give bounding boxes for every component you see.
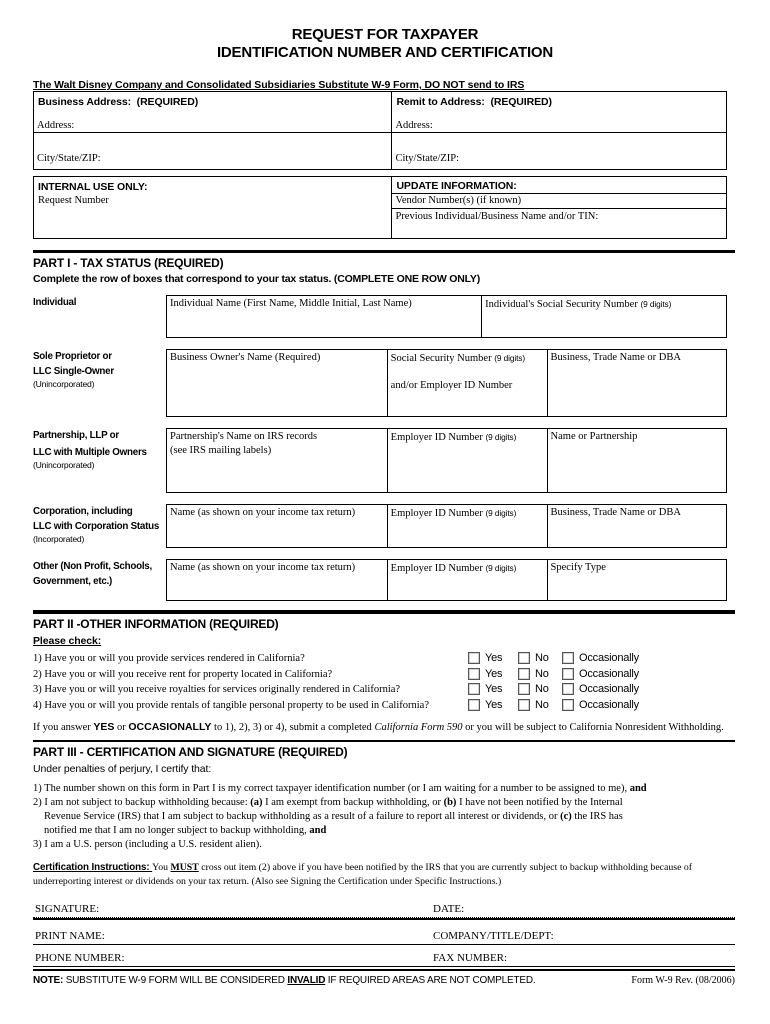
request-number-field[interactable]: Request Number [38, 195, 109, 206]
part2-divider-bar [33, 610, 735, 614]
corporation-ein-field[interactable] [387, 505, 547, 547]
individual-name-field[interactable] [167, 296, 481, 337]
perjury-intro: Under penalties of perjury, I certify that: [33, 763, 212, 776]
business-city-field[interactable] [34, 133, 391, 169]
row-label-text2: LLC with Multiple Owners [33, 446, 147, 458]
no-label: No [535, 652, 549, 664]
certification-item-2-line3: notified me that I am no longer subject to backup withholding, and [44, 825, 327, 837]
question-2-text: 2) Have you or will you receive rent for property located in California? [33, 668, 333, 680]
business-street-label: Address: [37, 120, 75, 131]
q1-occasionally-checkbox[interactable] [562, 652, 574, 664]
internal-use-title: INTERNAL USE ONLY: [38, 181, 148, 193]
business-city-label: City/State/ZIP: [37, 153, 101, 164]
question-row-1 [33, 651, 737, 667]
row-cells-sole-proprietor [166, 349, 727, 417]
certification-item-2-line1: 2) I am not subject to backup withholding because: (a) I am exempt from backup withholding, or (b) I have not been notified by the Internal [33, 797, 623, 809]
row-label-text: Sole Proprietor or [33, 351, 112, 362]
q4-occasionally-checkbox[interactable] [562, 699, 574, 711]
q4-no-option [518, 699, 549, 711]
occasionally-label: Occasionally [579, 699, 639, 712]
tax-status-row-corporation [33, 504, 737, 548]
occasionally-label: Occasionally [579, 667, 639, 680]
vendor-number-field[interactable]: Vendor Number(s) (if known) [392, 194, 726, 209]
certification-item-1: 1) The number shown on this form in Part I is my correct taxpayer identification number (or I am waiting for a number to be assigned to me), and [33, 783, 647, 795]
previous-name-field[interactable]: Previous Individual/Business Name and/or TIN: [395, 211, 599, 222]
occasionally-label: Occasionally [579, 652, 639, 664]
row-label-text: Corporation, including [33, 506, 133, 517]
corporation-dba-field[interactable] [547, 505, 726, 547]
invalid-note: NOTE: SUBSTITUTE W-9 FORM WILL BE CONSIDERED INVALID IF REQUIRED AREAS ARE NOT COMPLETED. [33, 975, 536, 987]
ssn-ein-field[interactable] [387, 350, 547, 416]
owner-name-field[interactable] [167, 350, 387, 416]
row-label-text: Individual [33, 297, 77, 308]
individual-ssn-field[interactable] [481, 296, 726, 337]
remit-address-title [392, 92, 726, 108]
q1-yes-checkbox[interactable] [468, 652, 480, 664]
company-title-dept-field[interactable]: COMPANY/TITLE/DEPT: [433, 930, 554, 943]
footer-row [33, 975, 735, 986]
remit-address-box [392, 92, 726, 169]
corporation-name-field[interactable] [167, 505, 387, 547]
q2-no-option [518, 668, 549, 680]
form-title-line2: IDENTIFICATION NUMBER AND CERTIFICATION [216, 44, 554, 61]
cell-label-line2: (see IRS mailing labels) [170, 444, 272, 456]
partnership-name-field[interactable] [167, 429, 387, 492]
cell-label: Social Security Number [390, 353, 492, 364]
form-title-line1: REQUEST FOR TAXPAYER [291, 26, 479, 43]
row-cells-other [166, 559, 727, 601]
q1-yes-option [468, 652, 502, 664]
cell-label: Name (as shown on your income tax return) [170, 562, 356, 573]
cell-label: Employer ID Number [390, 432, 483, 443]
digits-note: (9 digits) [485, 508, 517, 518]
update-info-title: UPDATE INFORMATION: [396, 180, 517, 192]
remit-city-field[interactable] [392, 133, 726, 169]
row-cells-individual [166, 295, 727, 338]
other-specify-type-field[interactable] [547, 560, 726, 600]
q2-no-checkbox[interactable] [518, 668, 530, 680]
row-label-text: Other (Non Profit, Schools, [33, 561, 152, 572]
row-label-individual [33, 295, 166, 310]
form-revision: Form W-9 Rev. (08/2006) [631, 975, 735, 987]
row-label-note: (Unincorporated) [33, 379, 95, 389]
q4-yes-checkbox[interactable] [468, 699, 480, 711]
other-ein-field[interactable] [387, 560, 547, 600]
business-address-label: Business Address: [38, 96, 132, 108]
cell-label: Name (as shown on your income tax return) [170, 507, 356, 518]
signature-field[interactable]: SIGNATURE: [35, 903, 100, 916]
part1-title: PART I - TAX STATUS (REQUIRED) [33, 256, 224, 270]
remit-street-label: Address: [395, 120, 433, 131]
no-label: No [535, 667, 549, 680]
partnership-dba-field[interactable] [547, 429, 726, 492]
cell-label: Business, Trade Name or DBA [550, 507, 681, 518]
occasionally-label: Occasionally [579, 683, 639, 696]
certification-instructions: Certification Instructions: You MUST cross out item (2) above if you have been notified by the IRS that you are currently subject to backup withholding because of underreporting interest or dividends on your tax return. (Also see Signing the Certification under Specific Instructions.) [33, 862, 693, 887]
row-label-other [33, 559, 166, 588]
digits-note: (9 digits) [494, 353, 526, 363]
signature-date-row [33, 895, 735, 918]
no-label: No [535, 699, 549, 712]
q4-no-checkbox[interactable] [518, 699, 530, 711]
cell-label: Specify Type [550, 562, 606, 573]
q3-yes-checkbox[interactable] [468, 683, 480, 695]
no-label: No [535, 683, 549, 696]
question-row-2 [33, 667, 737, 683]
q2-yes-option [468, 668, 502, 680]
q1-no-option [518, 652, 549, 664]
cell-label: Business Owner's Name (Required) [170, 352, 321, 363]
question-3-text: 3) Have you or will you receive royalties for services originally rendered in California? [33, 684, 401, 696]
row-label-partnership [33, 428, 166, 472]
question-1-text: 1) Have you or will you provide services rendered in California? [33, 653, 305, 664]
business-address-required: (REQUIRED) [136, 96, 199, 108]
phone-number-field[interactable]: PHONE NUMBER: [35, 952, 125, 965]
remit-address-label: Remit to Address: [396, 96, 485, 108]
date-field[interactable]: DATE: [433, 903, 465, 916]
phone-fax-row [33, 945, 735, 966]
q3-yes-option [468, 683, 502, 695]
q3-occasionally-checkbox[interactable] [562, 683, 574, 695]
part2-footnote: If you answer YES or OCCASIONALLY to 1), 2), 3) or 4), submit a completed California Form 590 or you will be subject to California Nonresident Withholding. [33, 720, 724, 733]
fax-number-field[interactable]: FAX NUMBER: [433, 952, 508, 965]
tax-status-table [33, 295, 737, 601]
form-title [33, 26, 737, 62]
cell-label: Employer ID Number [390, 563, 483, 574]
question-4-text: 4) Have you or will you provide rentals of tangible personal property to be used in California? [33, 700, 429, 712]
business-address-title [34, 92, 391, 108]
row-label-text: Partnership, LLP or [33, 430, 119, 441]
question-row-3 [33, 682, 737, 698]
q3-no-option [518, 683, 549, 695]
other-name-field[interactable] [167, 560, 387, 600]
row-label-text2: Government, etc.) [33, 575, 113, 587]
row-label-sole-proprietor [33, 349, 166, 391]
part1-subtitle: Complete the row of boxes that correspond to your tax status. (COMPLETE ONE ROW ONLY) [33, 273, 480, 285]
cell-label: Individual's Social Security Number [485, 299, 638, 310]
q4-yes-option [468, 699, 502, 711]
q3-no-checkbox[interactable] [518, 683, 530, 695]
row-label-text2: LLC Single-Owner [33, 365, 114, 377]
q2-yes-checkbox[interactable] [468, 668, 480, 680]
tax-status-row-other [33, 559, 737, 601]
part1-divider-bar [33, 250, 735, 253]
q3-occasionally-option [562, 683, 639, 695]
question-row-4 [33, 698, 737, 714]
digits-note: (9 digits) [485, 563, 517, 573]
tax-status-row-individual [33, 295, 737, 338]
digits-note: (9 digits) [485, 432, 517, 442]
remit-address-required: (REQUIRED) [490, 96, 552, 108]
california-questions [33, 651, 737, 714]
cell-label: Business, Trade Name or DBA [550, 352, 681, 363]
tax-status-row-sole-proprietor [33, 349, 737, 417]
part2-title: PART II -OTHER INFORMATION (REQUIRED) [33, 617, 279, 631]
part3-title: PART III - CERTIFICATION AND SIGNATURE (REQUIRED) [33, 745, 348, 760]
yes-label: Yes [485, 667, 503, 680]
update-info-title-row [392, 177, 726, 194]
row-cells-partnership [166, 428, 727, 493]
cell-label-line2: and/or Employer ID Number [390, 379, 513, 391]
remit-address-field[interactable] [392, 92, 726, 133]
dba-field[interactable] [547, 350, 726, 416]
q2-occasionally-option [562, 668, 639, 680]
w9-form-page [33, 0, 737, 986]
form-subheading: The Walt Disney Company and Consolidated Subsidiaries Substitute W-9 Form, DO NOT send to IRS [33, 79, 525, 91]
certification-item-3: 3) I am a U.S. person (including a U.S. resident alien). [33, 839, 262, 851]
please-check-label: Please check: [33, 635, 102, 647]
cell-label: Partnership's Name on IRS records [170, 431, 318, 442]
address-section [33, 91, 727, 170]
q4-occasionally-option [562, 699, 639, 711]
cell-label: Individual Name (First Name, Middle Initial, Last Name) [170, 298, 412, 309]
business-address-box [34, 92, 392, 169]
q1-no-checkbox[interactable] [518, 652, 530, 664]
row-label-note: (Incorporated) [33, 534, 85, 544]
business-address-field[interactable] [34, 92, 391, 133]
tax-status-row-partnership [33, 428, 737, 493]
partnership-ein-field[interactable] [387, 429, 547, 492]
digits-note: (9 digits) [640, 299, 672, 309]
update-info-box [392, 177, 726, 238]
certification-item-2-line2: Revenue Service (IRS) that I am subject to backup withholding as a result of a failure to report all interest or dividends, or (c) the IRS has [44, 811, 623, 823]
cell-label: Name or Partnership [550, 431, 638, 442]
info-section [33, 176, 727, 239]
row-cells-corporation [166, 504, 727, 548]
part3-divider-bar [33, 740, 735, 743]
yes-label: Yes [485, 652, 503, 664]
print-name-row [33, 921, 735, 945]
yes-label: Yes [485, 699, 503, 712]
q1-occasionally-option [562, 652, 639, 664]
bottom-double-rule [33, 966, 735, 971]
row-label-corporation [33, 504, 166, 546]
signature-row-wrap [33, 895, 735, 920]
remit-city-label: City/State/ZIP: [395, 153, 460, 164]
cell-label: Employer ID Number [390, 508, 483, 519]
internal-use-box [34, 177, 392, 238]
certification-items [33, 782, 737, 852]
row-label-text2: LLC with Corporation Status [33, 520, 160, 532]
yes-label: Yes [485, 683, 503, 696]
q2-occasionally-checkbox[interactable] [562, 668, 574, 680]
row-label-note: (Unincorporated) [33, 460, 95, 470]
print-name-field[interactable]: PRINT NAME: [35, 930, 105, 943]
